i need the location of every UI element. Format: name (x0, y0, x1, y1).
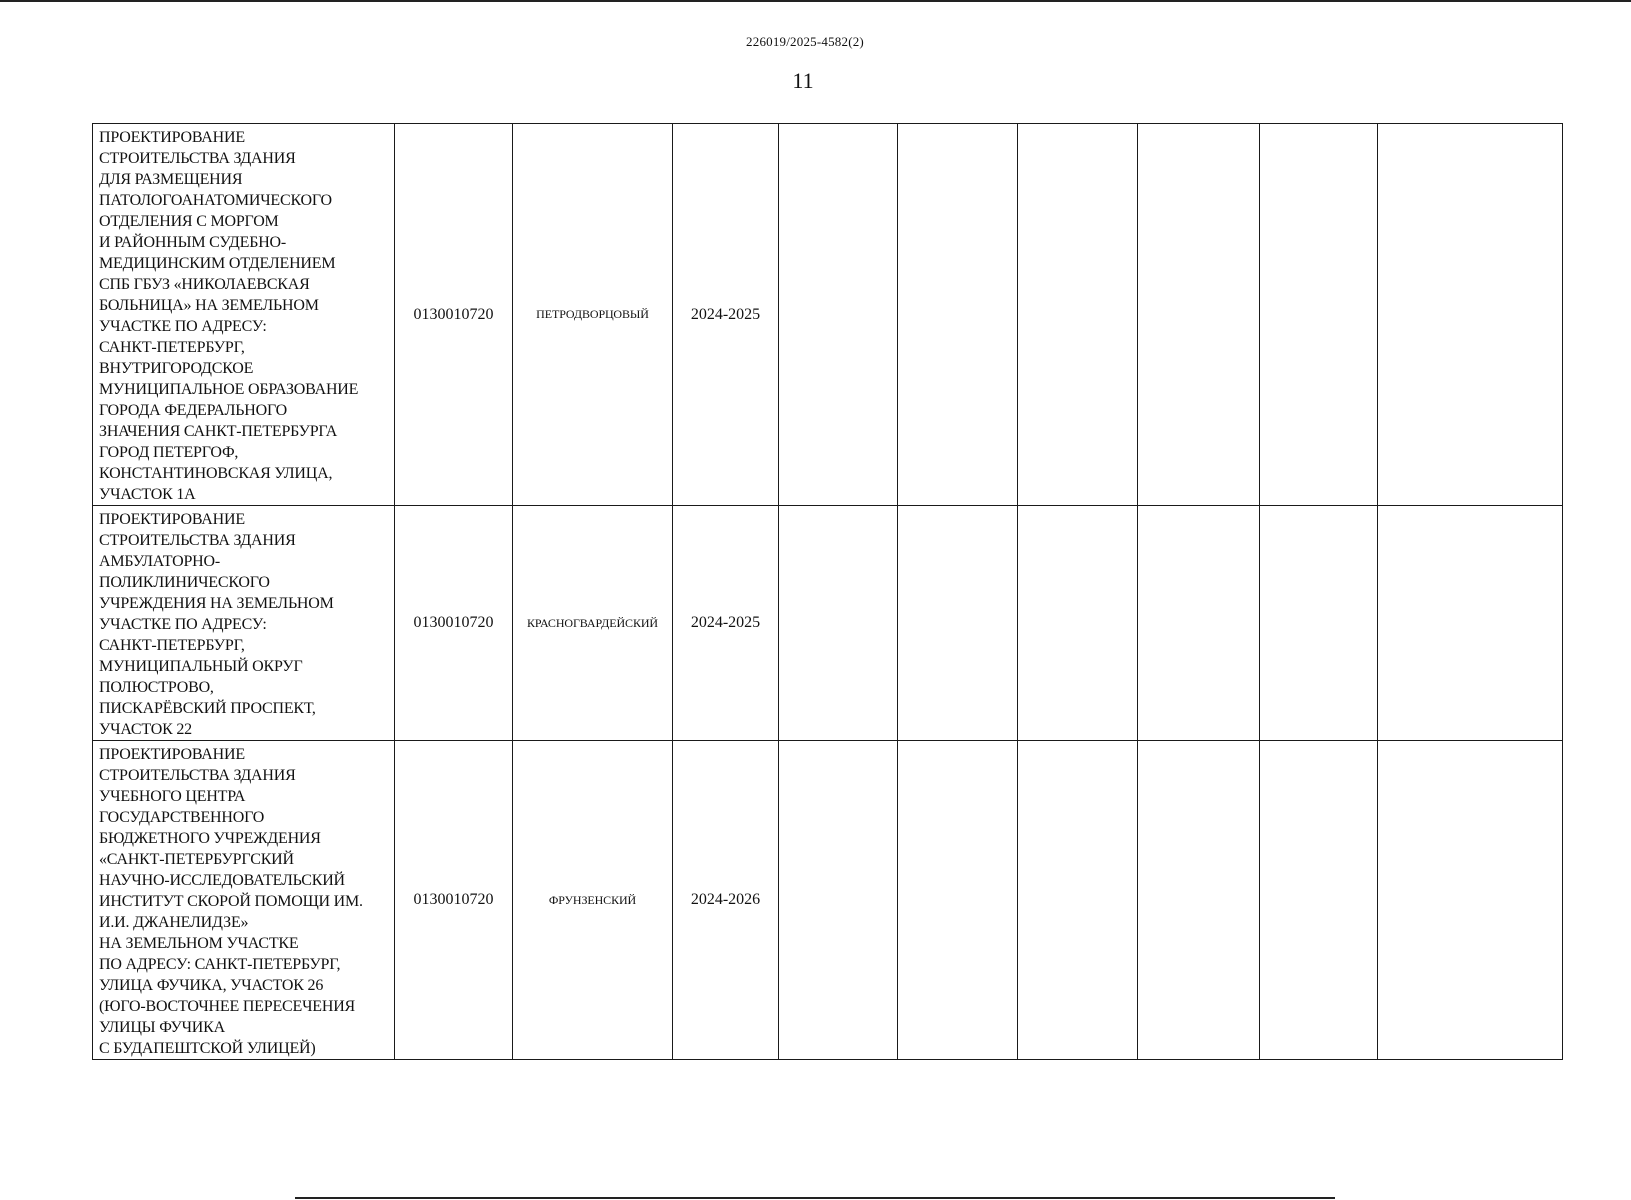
empty-cell (1138, 741, 1260, 1060)
page-number: 11 (792, 68, 814, 93)
table-row (93, 506, 1563, 741)
empty-cell (1018, 506, 1138, 741)
empty-cell (1260, 741, 1378, 1060)
project-district: КРАСНОГВАРДЕЙСКИЙ (513, 506, 673, 741)
project-district: ФРУНЗЕНСКИЙ (513, 741, 673, 1060)
empty-cell (1138, 506, 1260, 741)
table-row (93, 741, 1563, 1060)
project-code: 0130010720 (395, 124, 513, 506)
empty-cell (1018, 741, 1138, 1060)
document-number: 226019/2025-4582(2) (746, 34, 864, 49)
page-top-border (0, 0, 1631, 2)
empty-cell (898, 124, 1018, 506)
project-name-cell (93, 741, 395, 1060)
empty-cell (898, 741, 1018, 1060)
page-bottom-line (295, 1197, 1335, 1199)
project-district: ПЕТРОДВОРЦОВЫЙ (513, 124, 673, 506)
project-name: ПРОЕКТИРОВАНИЕ СТРОИТЕЛЬСТВА ЗДАНИЯ УЧЕБНОГО ЦЕНТРА ГОСУДАРСТВЕННОГО БЮДЖЕТНОГО УЧРЕЖДЕНИЯ «САНКТ-ПЕТЕРБУРГСКИЙ НАУЧНО-ИССЛЕДОВАТЕЛЬСКИЙ ИНСТИТУТ СКОРОЙ ПОМОЩИ ИМ. И.И. ДЖАНЕЛИДЗЕ» НА ЗЕМЕЛЬНОМ УЧАСТКЕ ПО АДРЕСУ: САНКТ-ПЕТЕРБУРГ, УЛИЦА ФУЧИКА, УЧАСТОК 26 (ЮГО-ВОСТОЧНЕЕ ПЕРЕСЕЧЕНИЯ УЛИЦЫ ФУЧИКА С БУДАПЕШТСКОЙ УЛИЦЕЙ) (99, 746, 363, 1057)
empty-cell (779, 506, 898, 741)
empty-cell (1378, 124, 1563, 506)
project-period: 2024-2025 (673, 124, 779, 506)
empty-cell (779, 741, 898, 1060)
project-period: 2024-2025 (673, 506, 779, 741)
empty-cell (1378, 741, 1563, 1060)
project-code: 0130010720 (395, 741, 513, 1060)
project-code: 0130010720 (395, 506, 513, 741)
empty-cell (1138, 124, 1260, 506)
empty-cell (1260, 124, 1378, 506)
project-name: ПРОЕКТИРОВАНИЕ СТРОИТЕЛЬСТВА ЗДАНИЯ ДЛЯ РАЗМЕЩЕНИЯ ПАТОЛОГОАНАТОМИЧЕСКОГО ОТДЕЛЕНИЯ С МОРГОМ И РАЙОННЫМ СУДЕБНО- МЕДИЦИНСКИМ ОТДЕЛЕНИЕМ СПБ ГБУЗ «НИКОЛАЕВСКАЯ БОЛЬНИЦА» НА ЗЕМЕЛЬНОМ УЧАСТКЕ ПО АДРЕСУ: САНКТ-ПЕТЕРБУРГ, ВНУТРИГОРОДСКОЕ МУНИЦИПАЛЬНОЕ ОБРАЗОВАНИЕ ГОРОДА ФЕДЕРАЛЬНОГО ЗНАЧЕНИЯ САНКТ-ПЕТЕРБУРГА ГОРОД ПЕТЕРГОФ, КОНСТАНТИНОВСКАЯ УЛИЦА, УЧАСТОК 1А (99, 129, 359, 503)
empty-cell (1378, 506, 1563, 741)
table-row (93, 124, 1563, 506)
project-name-cell (93, 124, 395, 506)
empty-cell (1018, 124, 1138, 506)
project-name: ПРОЕКТИРОВАНИЕ СТРОИТЕЛЬСТВА ЗДАНИЯ АМБУЛАТОРНО- ПОЛИКЛИНИЧЕСКОГО УЧРЕЖДЕНИЯ НА ЗЕМЕЛЬНОМ УЧАСТКЕ ПО АДРЕСУ: САНКТ-ПЕТЕРБУРГ, МУНИЦИПАЛЬНЫЙ ОКРУГ ПОЛЮСТРОВО, ПИСКАРЁВСКИЙ ПРОСПЕКТ, УЧАСТОК 22 (99, 511, 334, 738)
projects-table (92, 123, 1563, 1060)
empty-cell (1260, 506, 1378, 741)
project-name-cell (93, 506, 395, 741)
project-period: 2024-2026 (673, 741, 779, 1060)
empty-cell (779, 124, 898, 506)
empty-cell (898, 506, 1018, 741)
